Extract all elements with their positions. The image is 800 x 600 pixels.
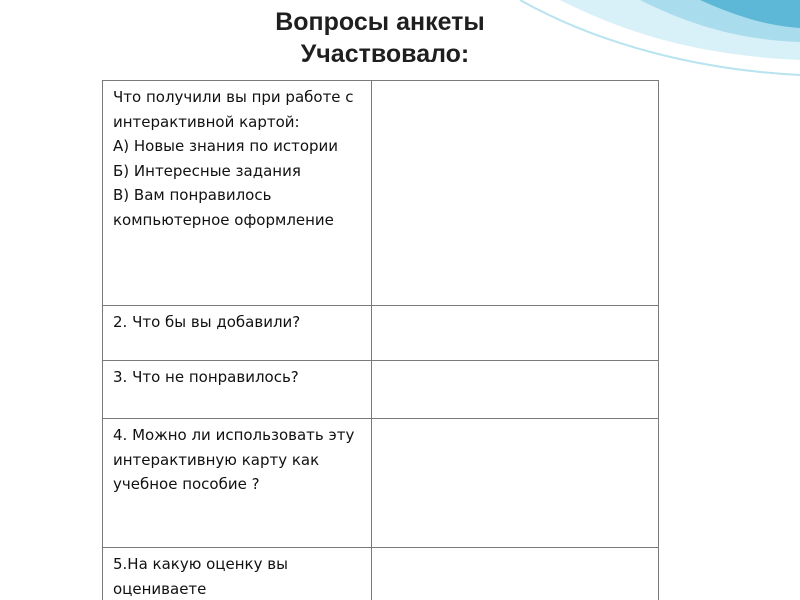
table-row <box>103 419 659 548</box>
title-line-2: Участвовало: <box>300 40 470 68</box>
slide-title <box>0 6 800 70</box>
question-cell <box>103 81 372 306</box>
option-b: Б) Интересные задания <box>113 161 301 180</box>
question-cell: 5.На какую оценку вы оцениваете <box>103 548 372 600</box>
table-row <box>103 548 659 600</box>
table-row <box>103 361 659 419</box>
table-row <box>103 306 659 361</box>
question-cell: 3. Что не понравилось? <box>103 361 372 419</box>
answer-cell[interactable] <box>372 419 659 548</box>
survey-table <box>102 80 659 600</box>
question-cell: 2. Что бы вы добавили? <box>103 306 372 361</box>
question-text: Что получили вы при работе с интерактивной картой: <box>113 88 354 131</box>
answer-cell[interactable] <box>372 548 659 600</box>
question-cell: 4. Можно ли использовать эту интерактивную карту как учебное пособие ? <box>103 419 372 548</box>
title-line-1: Вопросы анкеты <box>275 8 485 36</box>
option-c: В) Вам понравилось компьютерное оформление <box>113 186 334 229</box>
answer-cell[interactable] <box>372 361 659 419</box>
table-row <box>103 81 659 306</box>
answer-cell[interactable] <box>372 81 659 306</box>
option-a: А) Новые знания по истории <box>113 137 339 155</box>
answer-cell[interactable] <box>372 306 659 361</box>
